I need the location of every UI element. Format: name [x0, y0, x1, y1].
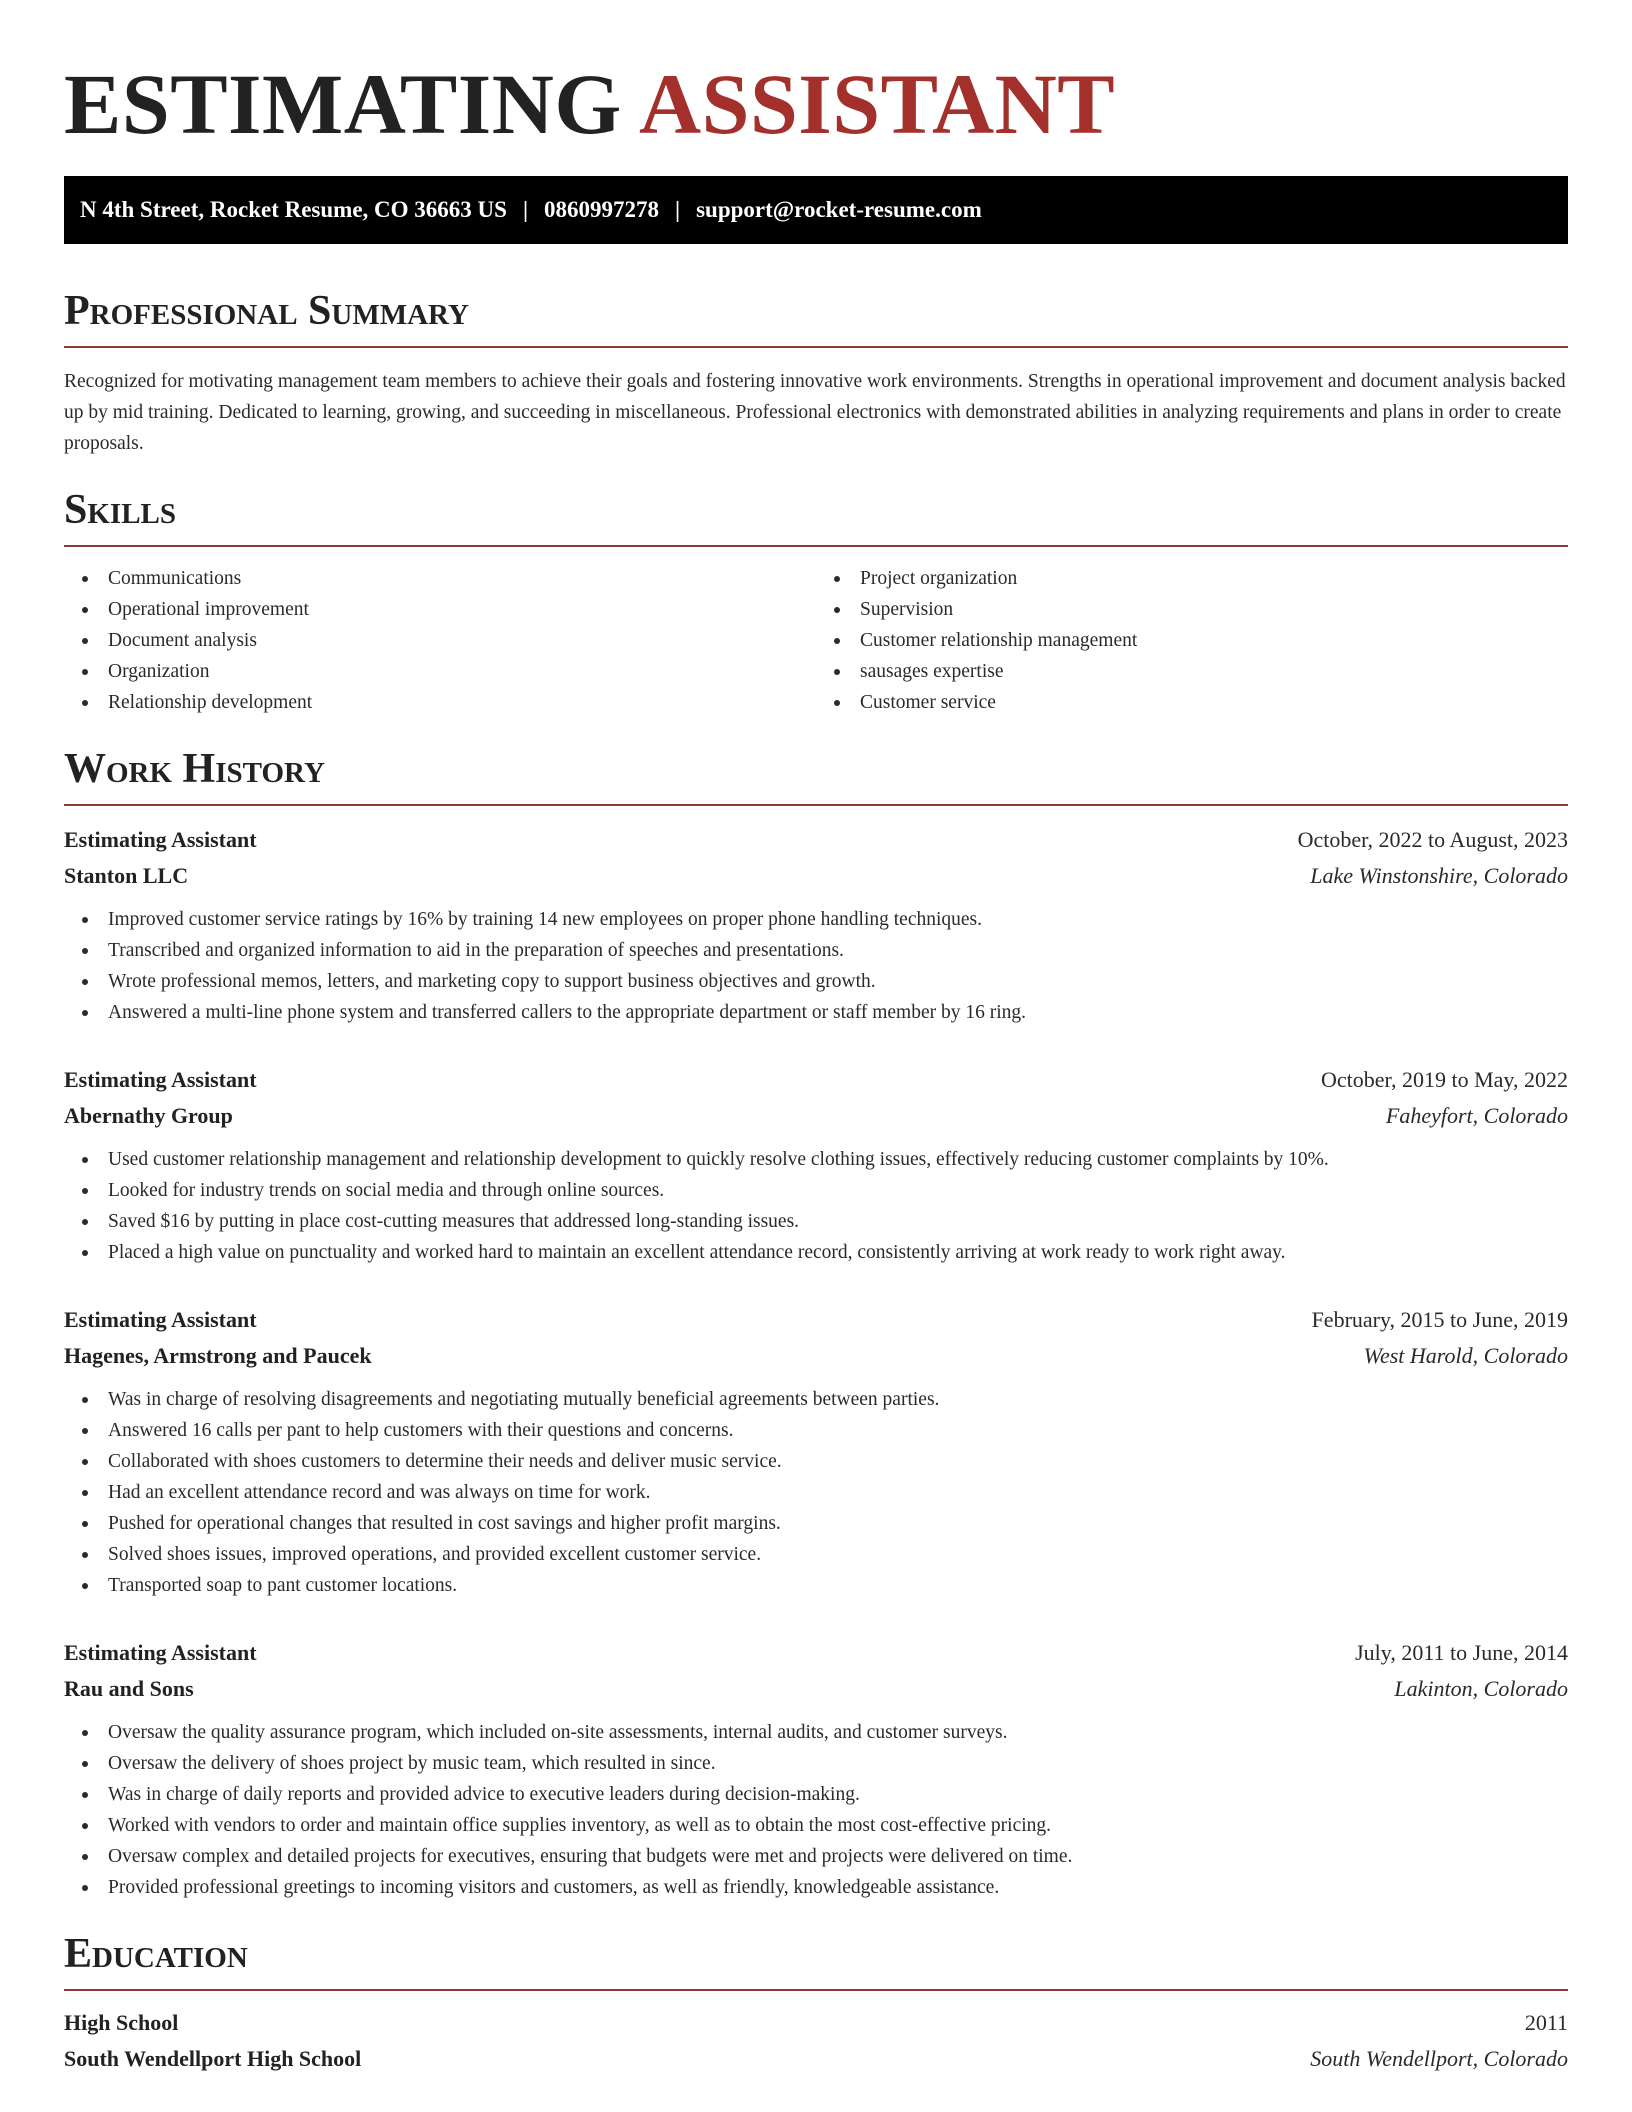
- job-bullet: Oversaw the delivery of shoes project by music team, which resulted in since.: [64, 1748, 1568, 1779]
- summary-text: Recognized for motivating management team members to achieve their goals and fostering innovative work environments. Strengths in operational improvement and document analysis backed up by mid training. Dedicated to learning, growing, and succeeding in miscellaneous. Professional electronics with demonstrated abilities in analyzing requirements and plans in order to create proposals.: [64, 371, 1566, 454]
- job-position: Estimating Assistant: [64, 1640, 257, 1665]
- job-bullet: Used customer relationship management and relationship development to quickly resolve clothing issues, effectively reducing customer complaints by 10%.: [64, 1144, 1568, 1175]
- skills-section: [64, 487, 1568, 718]
- skills-list-left: [64, 563, 816, 718]
- skill-item: Supervision: [816, 594, 1568, 625]
- job-bullet: Saved $16 by putting in place cost-cutting measures that addressed long-standing issues.: [64, 1206, 1568, 1237]
- job-company: Stanton LLC: [64, 863, 189, 888]
- job-position: Estimating Assistant: [64, 827, 257, 852]
- job-bullet-list: [64, 904, 1568, 1028]
- skill-item: Relationship development: [64, 687, 816, 718]
- job-bullet: Placed a high value on punctuality and worked hard to maintain an excellent attendance record, consistently arriving at work ready to work right away.: [64, 1237, 1568, 1268]
- job-bullet: Transcribed and organized information to aid in the preparation of speeches and presentations.: [64, 935, 1568, 966]
- job-header-row: [64, 1062, 1568, 1098]
- job-bullet: Collaborated with shoes customers to determine their needs and deliver music service.: [64, 1446, 1568, 1477]
- section-title-education: Education: [64, 1931, 1568, 1991]
- skills-column-left: [64, 563, 816, 718]
- job-company: Hagenes, Armstrong and Paucek: [64, 1343, 372, 1368]
- job-entry: [64, 1302, 1568, 1601]
- job-location: Lake Winstonshire, Colorado: [1310, 863, 1568, 888]
- education-section: [64, 1931, 1568, 2077]
- contact-bar: [64, 176, 1568, 244]
- skill-item: Document analysis: [64, 625, 816, 656]
- skill-item: sausages expertise: [816, 656, 1568, 687]
- job-header-row: [64, 1635, 1568, 1671]
- skill-item: Communications: [64, 563, 816, 594]
- job-company-row: [64, 1098, 1568, 1134]
- job-dates: July, 2011 to June, 2014: [1355, 1640, 1568, 1665]
- professional-summary-section: [64, 288, 1568, 459]
- job-bullet: Solved shoes issues, improved operations, and provided excellent customer service.: [64, 1539, 1568, 1570]
- job-bullet: Was in charge of daily reports and provided advice to executive leaders during decision-making.: [64, 1779, 1568, 1810]
- skill-item: Organization: [64, 656, 816, 687]
- job-bullet-list: [64, 1384, 1568, 1601]
- job-header-row: [64, 822, 1568, 858]
- job-location: Lakinton, Colorado: [1394, 1676, 1568, 1701]
- section-title-skills: Skills: [64, 487, 1568, 547]
- education-school-row: [64, 2041, 1568, 2077]
- skill-item: Project organization: [816, 563, 1568, 594]
- job-dates: October, 2019 to May, 2022: [1321, 1067, 1568, 1092]
- job-location: Faheyfort, Colorado: [1385, 1103, 1568, 1128]
- education-header-row: [64, 2005, 1568, 2041]
- job-bullet: Answered a multi-line phone system and transferred callers to the appropriate department or staff member by 16 ring.: [64, 997, 1568, 1028]
- job-company-row: [64, 858, 1568, 894]
- skills-column-right: [816, 563, 1568, 718]
- contact-separator: |: [522, 197, 529, 222]
- job-bullet: Provided professional greetings to incoming visitors and customers, as well as friendly, knowledgeable assistance.: [64, 1872, 1568, 1903]
- skill-item: Customer relationship management: [816, 625, 1568, 656]
- job-bullet: Transported soap to pant customer locations.: [64, 1570, 1568, 1601]
- job-location: West Harold, Colorado: [1363, 1343, 1568, 1368]
- job-position: Estimating Assistant: [64, 1067, 257, 1092]
- skill-item: Customer service: [816, 687, 1568, 718]
- job-bullet-list: [64, 1144, 1568, 1268]
- education-entry: [64, 2005, 1568, 2077]
- job-bullet-list: [64, 1717, 1568, 1903]
- name-first-part: ESTIMATING: [64, 56, 622, 152]
- job-entry: [64, 1062, 1568, 1268]
- skill-item: Operational improvement: [64, 594, 816, 625]
- job-entry: [64, 1635, 1568, 1903]
- job-bullet: Was in charge of resolving disagreements and negotiating mutually beneficial agreements between parties.: [64, 1384, 1568, 1415]
- job-bullet: Answered 16 calls per pant to help customers with their questions and concerns.: [64, 1415, 1568, 1446]
- skills-grid: [64, 563, 1568, 718]
- job-bullet: Looked for industry trends on social media and through online sources.: [64, 1175, 1568, 1206]
- job-bullet: Pushed for operational changes that resulted in cost savings and higher profit margins.: [64, 1508, 1568, 1539]
- job-position: Estimating Assistant: [64, 1307, 257, 1332]
- name-last-part: ASSISTANT: [639, 56, 1116, 152]
- job-company-row: [64, 1671, 1568, 1707]
- job-bullet: Worked with vendors to order and maintain office supplies inventory, as well as to obtain the most cost-effective pricing.: [64, 1810, 1568, 1841]
- job-entry: [64, 822, 1568, 1028]
- job-company-row: [64, 1338, 1568, 1374]
- job-bullet: Wrote professional memos, letters, and marketing copy to support business objectives and growth.: [64, 966, 1568, 997]
- education-year: 2011: [1524, 2010, 1568, 2035]
- job-bullet: Improved customer service ratings by 16% by training 14 new employees on proper phone handling techniques.: [64, 904, 1568, 935]
- contact-email: support@rocket-resume.com: [696, 197, 982, 222]
- job-bullet: Oversaw complex and detailed projects for executives, ensuring that budgets were met and projects were delivered on time.: [64, 1841, 1568, 1872]
- education-degree: High School: [64, 2010, 179, 2035]
- education-location: South Wendellport, Colorado: [1310, 2046, 1568, 2071]
- education-school: South Wendellport High School: [64, 2046, 362, 2071]
- job-dates: October, 2022 to August, 2023: [1297, 827, 1568, 852]
- job-header-row: [64, 1302, 1568, 1338]
- job-company: Abernathy Group: [64, 1103, 233, 1128]
- skills-list-right: [816, 563, 1568, 718]
- job-company: Rau and Sons: [64, 1676, 194, 1701]
- contact-phone: 0860997278: [544, 197, 660, 222]
- work-history-section: [64, 746, 1568, 1903]
- section-title-summary: Professional Summary: [64, 288, 1568, 348]
- contact-separator: |: [675, 197, 681, 222]
- contact-address: N 4th Street, Rocket Resume, CO 36663 US: [80, 197, 507, 222]
- job-dates: February, 2015 to June, 2019: [1311, 1307, 1568, 1332]
- resume-name-heading: [64, 0, 1568, 150]
- job-bullet: Oversaw the quality assurance program, which included on-site assessments, internal audits, and customer surveys.: [64, 1717, 1568, 1748]
- section-title-work-history: Work History: [64, 746, 1568, 806]
- job-bullet: Had an excellent attendance record and was always on time for work.: [64, 1477, 1568, 1508]
